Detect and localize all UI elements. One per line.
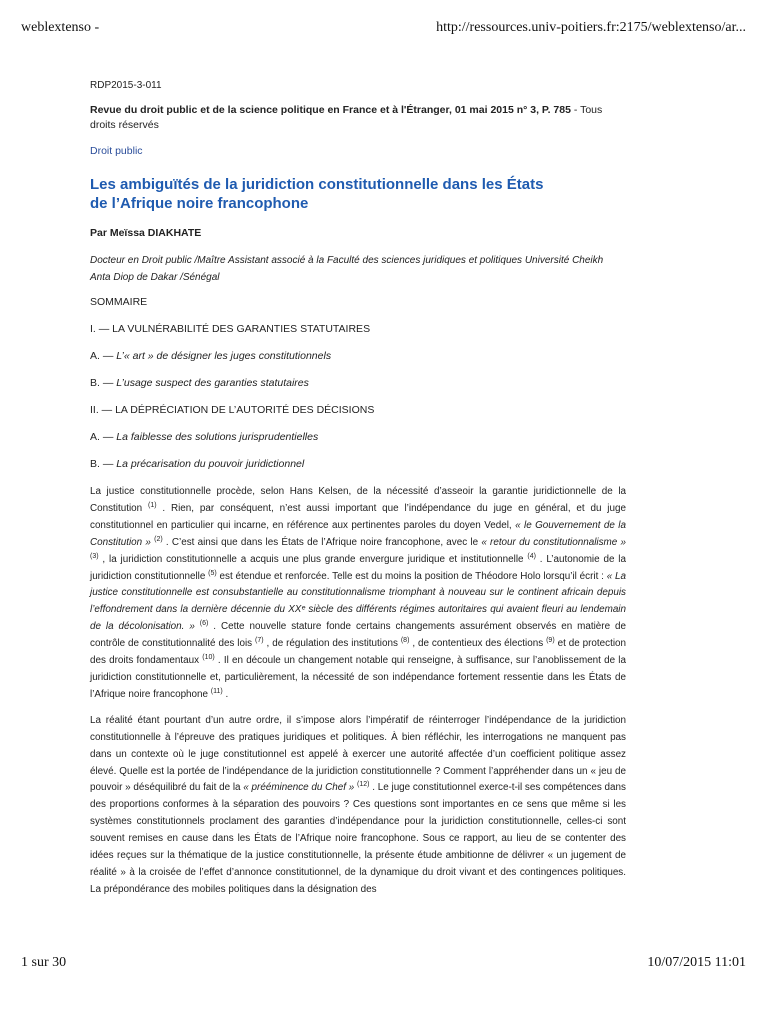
body-paragraph-2 — [90, 713, 626, 899]
toc-label: L’usage suspect des garanties statutaires — [116, 377, 309, 389]
quote: « prééminence du Chef » — [243, 782, 355, 794]
body-paragraph-1 — [90, 484, 626, 704]
footnote-link[interactable]: (12) — [357, 781, 370, 789]
author-line: Par Meïssa DIAKHATE — [90, 227, 202, 239]
text-run: , de contentieux des élections — [409, 638, 547, 650]
footnote-link[interactable]: (3) — [90, 552, 99, 560]
toc-label: La précarisation du pouvoir juridictionnel — [116, 458, 305, 470]
source-rights: - Tous droits réservés — [90, 104, 603, 131]
toc-number: B. — — [90, 377, 117, 389]
page-counter: 1 sur 30 — [21, 955, 67, 970]
toc-part-2[interactable] — [90, 403, 626, 417]
toc-number: A. — — [90, 350, 117, 362]
print-datetime: 10/07/2015 11:01 — [647, 955, 746, 970]
footnote-link[interactable]: (11) — [210, 687, 223, 695]
footnote-link[interactable]: (2) — [154, 535, 163, 543]
article — [90, 80, 626, 908]
footnote-link[interactable]: (8) — [400, 637, 410, 645]
text-run: La justice constitutionnelle procède, selon Hans Kelsen, de la nécessité d’asseoir la garantie juridictionnelle de la Constitution — [90, 486, 626, 514]
text-run: . Rien, par conséquent, n’est aussi important que l’indépendance du juge en général, et du juge constitutionnel en particulier qui incarne, en référence aux pertinentes paroles du doyen Vedel, — [90, 502, 626, 531]
browser-print-title: weblextenso - — [21, 20, 100, 35]
toc-number: II. — — [90, 404, 116, 416]
toc-label: LA VULNÉRABILITÉ DES GARANTIES STATUTAIRES — [112, 323, 371, 335]
quote: « La justice constitutionnelle est consubstantielle au constitutionnalisme triomphant à nouveau sur le continent africain depuis l’effondrement dans la dernière décennie du XXᵉ siècle des différents régimes autoritaires qui avaient fleuri au lendemain de la décolonisation. » — [90, 570, 626, 633]
text-run: et de protection des droits fondamentaux — [90, 638, 627, 667]
summary-heading: SOMMAIRE — [90, 296, 148, 308]
footnote-link[interactable]: (10) — [202, 654, 215, 662]
toc-label: La faiblesse des solutions jurisprudentielles — [116, 431, 319, 443]
toc-number: I. — — [90, 323, 113, 335]
footnote-link[interactable]: (1) — [147, 501, 157, 509]
toc-number: A. — — [90, 431, 117, 443]
footnote-link[interactable]: (9) — [546, 637, 555, 645]
text-run: . C’est ainsi que dans les États de l’Afrique noire francophone, avec le — [162, 536, 482, 548]
text-run: . — [222, 688, 229, 700]
text-run: La réalité étant pourtant d’un autre ordre, il s’impose alors l’impératif de réinterroger l’indépendance de la juridiction constitutionnelle à l’épreuve des pratiques juridiques et politiques. À bien réfléchir, les interrogations ne manquent pas dans un contexte où le juge constitutionnel est appelé à exercer une autorité affectée d’un coefficient politique assez élevé. Quelle est la portée de l’indépendance de la juridiction constitutionnelle ? Comment l’appréhender dans un « jeu de pouvoir » déséquilibré du fait de la — [90, 714, 626, 794]
toc-part-2a[interactable] — [90, 430, 626, 444]
quote: « retour du constitutionnalisme » — [481, 536, 626, 548]
text-run: . Cette nouvelle stature fonde certains changements assurément observés en matière de contrôle de constitutionnalité des lois — [90, 621, 626, 650]
document-reference: RDP2015-3-011 — [90, 80, 162, 91]
toc-number: B. — — [90, 458, 117, 470]
text-run: , la juridiction constitutionnelle a acquis une plus grande envergure juridique et institutionnelle — [98, 553, 528, 565]
text-run: . Il en découle un changement notable qui renseigne, à suffisance, sur l’anoblissement de la juridiction constitutionnelle et, particulièrement, la nécessité de son indépendance fortement ressentie dans les États de l’Afrique noire francophone — [90, 655, 626, 700]
article-title: Les ambiguïtés de la juridiction constitutionnelle dans les États de l’Afrique noire francophone — [90, 176, 544, 212]
toc-part-2b[interactable] — [90, 457, 626, 471]
author-affiliation: Docteur en Droit public /Maître Assistant associé à la Faculté des sciences juridiques et politiques Université Cheikh Anta Diop de Dakar /Sénégal — [90, 255, 604, 283]
quote: « le Gouvernement de la Constitution » — [90, 519, 626, 548]
text-run: , de régulation des institutions — [263, 638, 401, 650]
footnote-link[interactable]: (5) — [208, 569, 217, 577]
browser-print-url: http://ressources.univ-poitiers.fr:2175/weblextenso/ar... — [436, 20, 746, 35]
toc-label: L’« art » de désigner les juges constitutionnels — [116, 350, 332, 362]
section-link[interactable]: Droit public — [90, 145, 143, 157]
footnote-link[interactable]: (7) — [255, 637, 264, 645]
toc-part-1[interactable] — [90, 322, 626, 336]
source-citation — [90, 103, 626, 133]
footnote-link[interactable]: (4) — [527, 552, 536, 560]
text-run: est étendue et renforcée. Telle est du moins la position de Théodore Holo lorsqu’il écrit : — [216, 570, 607, 582]
text-run: . L’autonomie de la juridiction constitutionnelle — [90, 553, 626, 582]
source-journal: Revue du droit public et de la science politique en France et à l'Étranger, 01 mai 2015 n° 3, P. 785 — [90, 104, 571, 116]
toc-label: LA DÉPRÉCIATION DE L’AUTORITÉ DES DÉCISIONS — [115, 404, 375, 416]
toc-part-1a[interactable] — [90, 349, 626, 363]
footnote-link[interactable]: (6) — [199, 620, 209, 628]
toc-part-1b[interactable] — [90, 376, 626, 390]
text-run: . Le juge constitutionnel exerce-t-il ses compétences dans des proportions conformes à la séparation des pouvoirs ? Ces questions sont importantes en ce sens que même si les systèmes constitutionnels proclament des garanties d’indépendance pour la juridiction constitutionnelle, celles-ci sont souvent remises en cause dans les États de l’Afrique noire francophone. Sous ce rapport, au lieu de se contenter des idées reçues sur la thématique de la justice constitutionnelle, la présente étude ambitionne de délivrer « un jugement de réalité » à la croisée de l’effet d’annonce constitutionnel, de la dynamique du droit vivant et des contingences politiques. La prépondérance des mobiles politiques dans la désignation des — [90, 782, 626, 895]
